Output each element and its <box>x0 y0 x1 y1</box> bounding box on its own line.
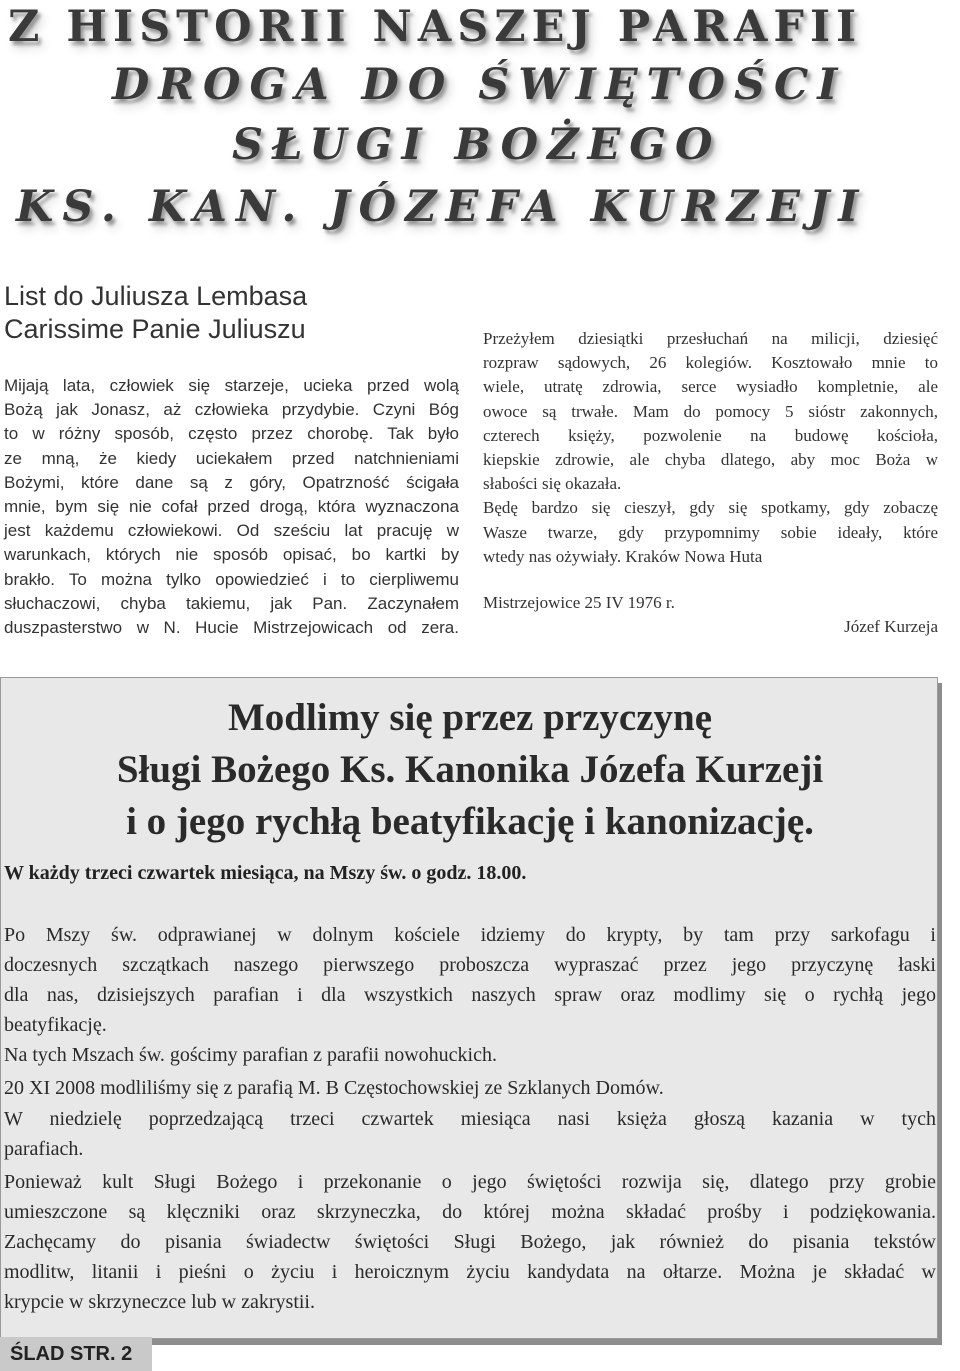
paragraph-line: modlitw, litanii i pieśni o życiu i heroicznym życiu kandydata na ołtarze. Można je składać w <box>4 1261 936 1283</box>
letter-line: ze mną, że kiedy uciekałem przed natchnieniami <box>4 448 459 468</box>
letter-column-right <box>483 327 938 639</box>
paragraph-line: W niedzielę poprzedzającą trzeci czwartek miesiąca nasi księża głoszą kazania w tych <box>4 1108 936 1130</box>
article-title-line-1: DROGA DO ŚWIĘTOŚCI <box>112 60 847 110</box>
article-title-line-3: KS. KAN. JÓZEFA KURZEJI <box>16 182 868 232</box>
letter-line: Przeżyłem dziesiątki przesłuchań na milicji, dziesięć <box>483 329 938 348</box>
letter-column-left <box>4 374 459 640</box>
prayer-heading <box>0 692 940 848</box>
letter-line: wiele, utratę zdrowia, serce wysiadło kompletnie, ale <box>483 377 938 397</box>
letter-line: brakło. To można tylko opowiedzieć i to cierpliwemu <box>4 569 459 589</box>
paragraph-line: parafiach. <box>4 1138 84 1160</box>
paragraph-line: Ponieważ kult Sługi Bożego i przekonanie o jego świętości rozwija się, dlatego przy grobie <box>4 1171 936 1193</box>
letter-line: Bożymi, które dane są z góry, Opatrzność ścigała <box>4 472 459 492</box>
letter-line: wtedy nas ożywiały. Kraków Nowa Huta <box>483 546 763 566</box>
paragraph-line: krypcie w skrzyneczce lub w zakrystii. <box>4 1291 315 1313</box>
paragraph-line: beatyfikację. <box>4 1014 107 1036</box>
paragraph-line: Na tych Mszach św. gościmy parafian z parafii nowohuckich. <box>4 1044 497 1066</box>
letter-line: Bożą jak Jonasz, aż człowieka przydybie. Czyni Bóg <box>4 400 459 420</box>
letter-line: Wasze twarze, gdy przypomnimy sobie ideały, które <box>483 522 938 542</box>
letter-signature: Józef Kurzeja <box>844 617 938 637</box>
letter-line: kiepskie zdrowie, ale chyba dlatego, aby moc Boża w <box>483 450 938 470</box>
letter-line: rozpraw sądowych, 26 kolegiów. Kosztowało mnie to <box>483 353 938 373</box>
letter-line: to w różny sposób, często przez chorobę. Tak było <box>4 424 459 444</box>
paragraph-line: Zachęcamy do pisania świadectw świętości Sługi Bożego, jak również do pisania tekstów <box>4 1231 936 1253</box>
paragraph-line: Po Mszy św. odprawianej w dolnym kościele idziemy do krypty, by tam przy sarkofagu i <box>4 924 936 946</box>
letter-line: jest każdemu człowiekowi. Od sześciu lat pracuję w <box>4 521 459 541</box>
prayer-paragraph-cult <box>4 1167 936 1317</box>
paragraph-line: dla nas, dzisiejszych parafian i dla wszystkich naszych spraw oraz modlimy się o rychłą jego <box>4 984 936 1006</box>
letter-line: Mijają lata, człowiek się starzeje, ucieka przed wolą <box>4 376 459 395</box>
prayer-heading-line-1: Modlimy się przez przyczynę <box>227 696 713 739</box>
letter-line: duszpasterstwo w N. Hucie Mistrzejowicach od zera. <box>4 618 459 638</box>
letter-line: owoce są trwałe. Mam do pomocy 5 sióstr zakonnych, <box>483 401 938 421</box>
letter-line: warunkach, których nie sposób opisać, bo kartki by <box>4 545 459 565</box>
article-title-line-2: SŁUGI BOŻEGO <box>232 120 722 170</box>
prayer-heading-line-3: i o jego rychłą beatyfikację i kanonizację. <box>126 800 814 843</box>
letter-line: czterech księży, pozwolenie na budowę kościoła, <box>483 425 938 445</box>
paragraph-line: umieszczone są klęczniki oraz skrzyneczka, do której można składać prośby i podziękowania. <box>4 1201 936 1223</box>
section-title: Z HISTORII NASZEJ PARAFII <box>8 2 863 52</box>
paragraph-line: doczesnych szczątkach naszego pierwszego proboszcza wypraszać przez jego przyczynę łaski <box>4 954 936 976</box>
paragraph-line: 20 XI 2008 modliliśmy się z parafią M. B Częstochowskiej ze Szklanych Domów. <box>4 1077 664 1099</box>
prayer-paragraph-guests <box>4 1040 936 1070</box>
prayer-heading-line-2: Sługi Bożego Ks. Kanonika Józefa Kurzeji <box>116 748 824 791</box>
prayer-schedule: W każdy trzeci czwartek miesiąca, na Mszy św. o godz. 18.00. <box>4 862 527 884</box>
letter-line: słuchaczowi, chyba takiemu, jak Pan. Zaczynałem <box>4 593 459 613</box>
prayer-paragraph-date <box>4 1073 936 1103</box>
letter-heading-line-1: List do Juliusza Lembasa <box>4 281 308 311</box>
letter-line: słabości się okazała. <box>483 474 622 494</box>
letter-date: Mistrzejowice 25 IV 1976 r. <box>483 593 675 613</box>
letter-heading-line-2: Carissime Panie Juliuszu <box>4 314 306 344</box>
letter-heading <box>4 280 307 346</box>
page-footer-label: ŚLAD STR. 2 <box>0 1337 152 1371</box>
prayer-paragraph-crypt <box>4 920 936 1040</box>
letter-line: Będę bardzo się cieszył, gdy się spotkamy, gdy zobaczę <box>483 498 938 518</box>
letter-line: mnie, bym się nie cofał przed drogą, która wyznaczona <box>4 497 459 517</box>
prayer-paragraph-sermons <box>4 1104 936 1164</box>
